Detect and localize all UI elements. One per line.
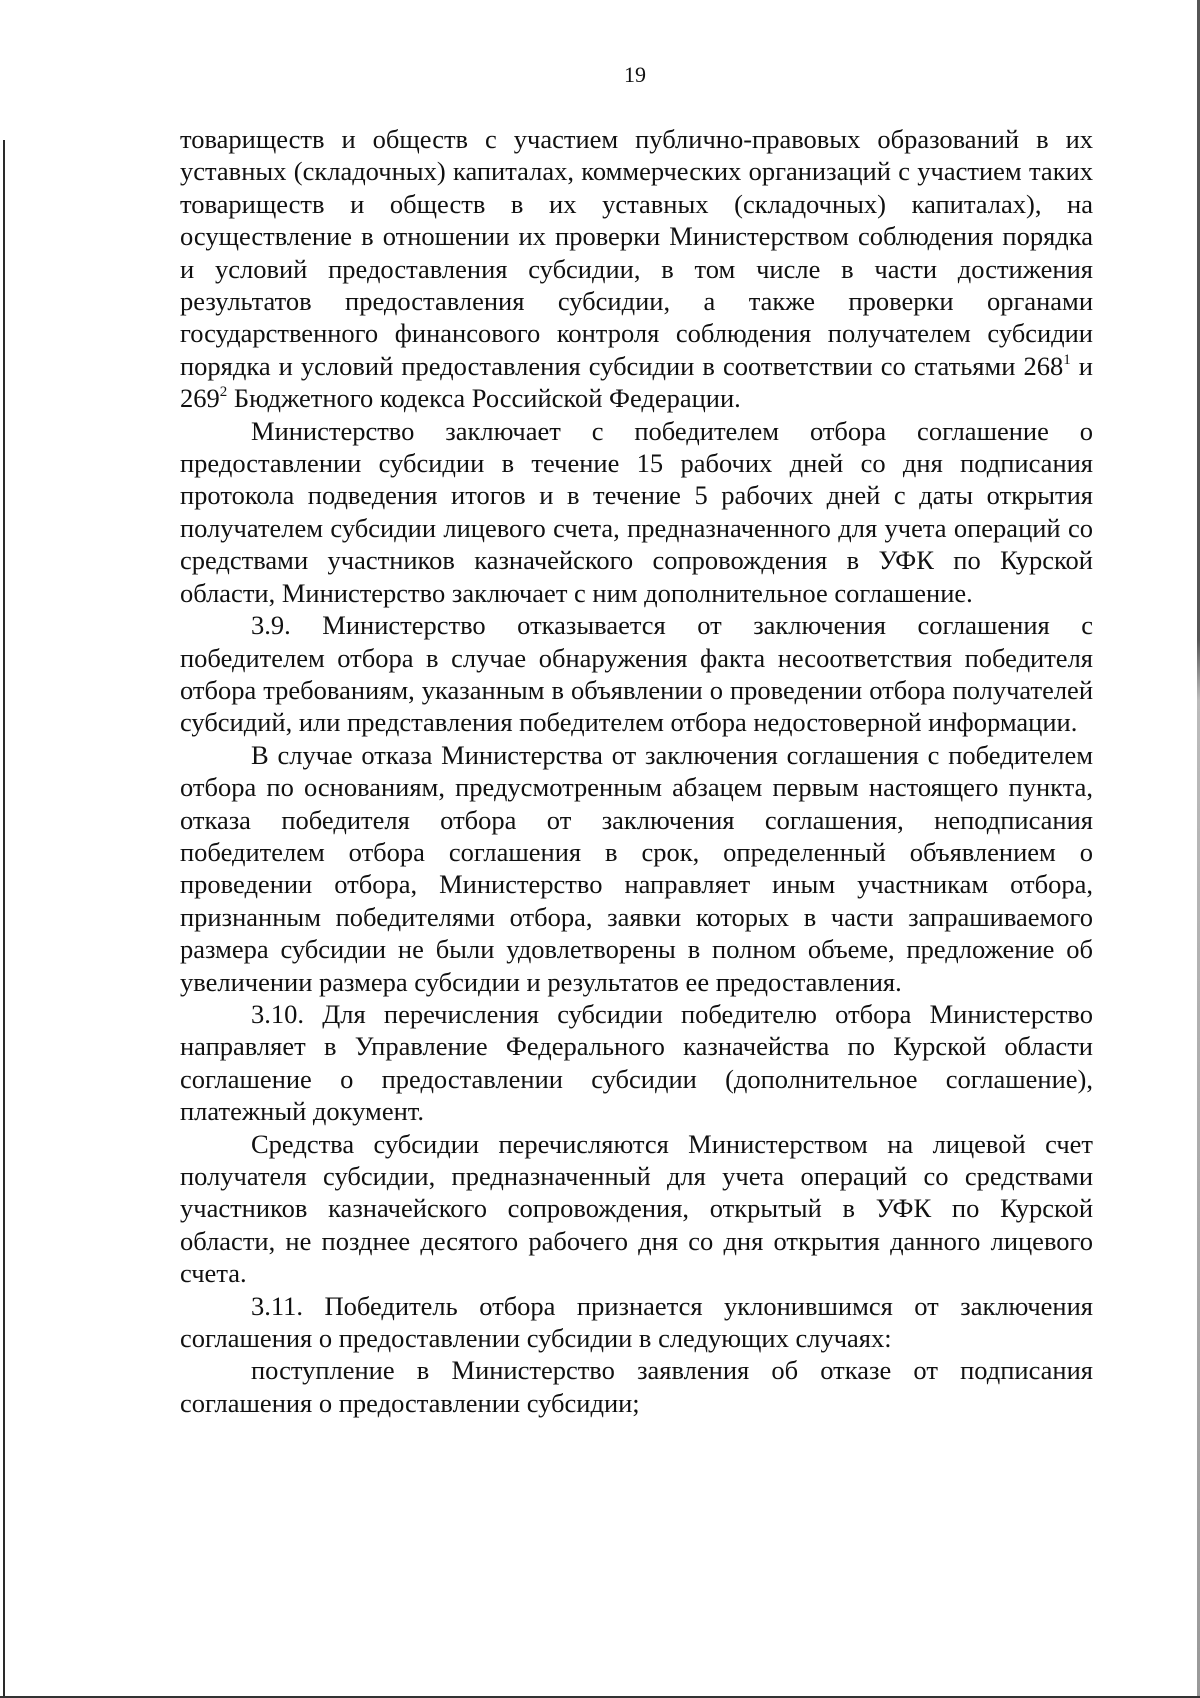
paragraph: Министерство заключает с победителем отбора соглашение о предоставлении субсидии в течение 15 рабочих дней со дня подписания протокола подведения итогов и в течение 5 рабочих дней с даты открытия получателем субсидии лицевого счета, предназначенного для учета операций со средствами участников казначейского сопровождения в УФК по Курской области, Министерство заключает с ним дополнительное соглашение. xyxy=(180,415,1093,608)
paragraph-text: товариществ и обществ с участием публично-правовых образований в их уставных (складочных) капиталах, коммерческих организаций с участием таких товариществ и обществ в их уставных (складочных) капиталах), на осуществление в отношении их проверки Министерством соблюдения порядка и условий предоставления субсидии, в том числе в части достижения результатов предоставления субсидии, а также проверки органами государственного финансового контроля соблюдения получателем субсидии порядка и условий предоставления субсидии в соответствии со статьями 268 xyxy=(180,124,1093,381)
paragraph-3-11: 3.11. Победитель отбора признается уклонившимся от заключения соглашения о предоставлении субсидии в следующих случаях: xyxy=(180,1290,1093,1354)
paragraph-3-10: 3.10. Для перечисления субсидии победителю отбора Министерство направляет в Управление Федерального казначейства по Курской области соглашение о предоставлении субсидии (дополнительное соглашение), платежный документ. xyxy=(180,998,1093,1127)
scan-edge-left xyxy=(3,140,5,1698)
document-body xyxy=(180,123,1093,1419)
page-number: 19 xyxy=(624,62,646,87)
paragraph: Средства субсидии перечисляются Министерством на лицевой счет получателя субсидии, предназначенный для учета операций со средствами участников казначейского сопровождения, открытый в УФК по Курской области, не позднее десятого рабочего дня со дня открытия данного лицевого счета. xyxy=(180,1128,1093,1289)
paragraph: поступление в Министерство заявления об отказе от подписания соглашения о предоставлении субсидии; xyxy=(180,1355,1093,1418)
paragraph-text: и 269 xyxy=(180,350,1093,414)
paragraph-3-9: 3.9. Министерство отказывается от заключения соглашения с победителем отбора в случае обнаружения факта несоответствия победителя отбора требованиям, указанным в объявлении о проведении отбора получателей субсидий, или представления победителем отбора недостоверной информации. xyxy=(180,610,1093,738)
paragraph: В случае отказа Министерства от заключения соглашения с победителем отбора по основаниям, предусмотренным абзацем первым настоящего пункта, отказа победителя отбора от заключения соглашения, неподписания победителем отбора соглашения в срок, определенный объявлением о проведении отбора, Министерство направляет иным участникам отбора, признанным победителями отбора, заявки которых в части запрашиваемого размера субсидии не были удовлетворены в полном объеме, предложение об увеличении размера субсидии и результатов ее предоставления. xyxy=(180,739,1093,997)
paragraph-text: Бюджетного кодекса Российской Федерации. xyxy=(227,383,741,414)
superscript: 1 xyxy=(1063,351,1071,368)
paragraph-continuation xyxy=(180,123,1093,415)
superscript: 2 xyxy=(219,384,228,401)
